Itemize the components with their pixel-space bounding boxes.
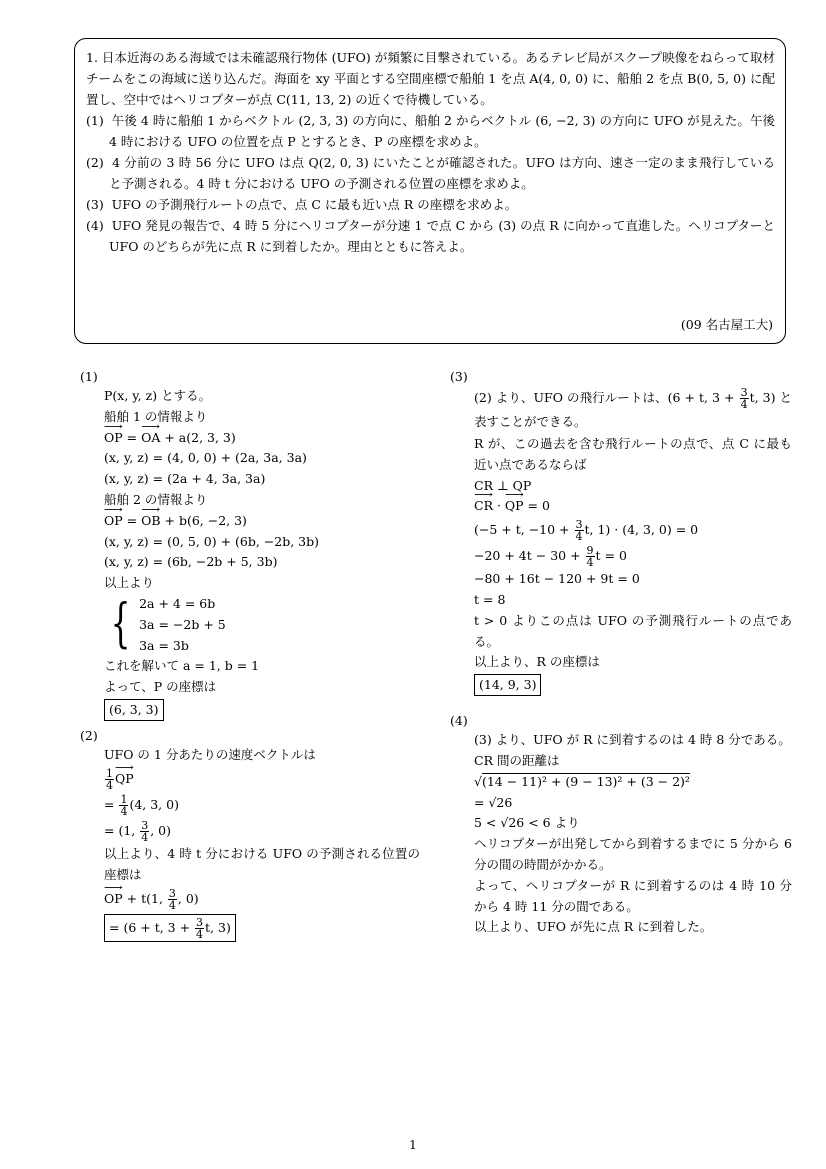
radicand: (14 − 11)² + (9 − 13)² + (3 − 2)²: [481, 773, 690, 789]
solution-3-line: t > 0 よりこの点は UFO の予測飛行ルートの点である。: [474, 612, 792, 649]
solution-3-line: CR ⊥ QP: [474, 477, 532, 493]
solution-2-velocity: [104, 766, 420, 792]
solution-4-line: 5 < √26 < 6 より: [474, 815, 580, 831]
solution-3-dot-product: ⟶ CR · ⟶ QP = 0: [474, 496, 792, 517]
solution-3-line: 以上より、R の座標は: [474, 654, 600, 670]
vector-ob: ⟶ OB: [141, 511, 160, 532]
solution-3-line: −80 + 16t − 120 + 9t = 0: [474, 571, 640, 587]
brace-icon: {: [110, 593, 131, 654]
solution-4-line: = √26: [474, 794, 513, 810]
problem-statement-box: [74, 38, 786, 344]
solution-2-line: = (1, $\frac{3}{4}$ , 0): [104, 818, 172, 844]
solution-1-line: (x, y, z) = (2a + 4, 3a, 3a): [104, 471, 266, 487]
solution-1-answer: (6, 3, 3): [104, 699, 164, 721]
vector-qp: ⟶ QP: [115, 766, 134, 792]
equation: 3a = −2b + 5: [139, 616, 226, 632]
solutions-left-column: [80, 368, 420, 942]
solution-4-label: (4): [450, 713, 468, 729]
solution-2-line: UFO の 1 分あたりの速度ベクトルは: [104, 746, 316, 762]
solution-1-line: 船舶 1 の情報より: [104, 408, 208, 424]
solution-1-line: 船舶 2 の情報より: [104, 491, 208, 507]
solution-1-vector-equation: ⟶ OP = ⟶ OA + a(2, 3, 3): [104, 428, 420, 449]
solution-1-line: (x, y, z) = (6b, −2b + 5, 3b): [104, 554, 278, 570]
fraction: $\frac{3}{4}$: [740, 386, 748, 411]
problem-source: (09 名古屋工大): [680, 317, 773, 332]
equation: 2a + 4 = 6b: [139, 595, 216, 611]
question-3-text: UFO の予測飛行ルートの点で、点 C に最も近い点 R の座標を求めよ。: [111, 197, 518, 212]
solution-4-line: よって、ヘリコプターが R に到着するのは 4 時 10 分から 4 時 11 分の間である。: [474, 877, 792, 914]
solution-4-distance: [474, 772, 792, 793]
solution-2-label: (2): [80, 727, 98, 743]
solution-2-body: [80, 745, 420, 942]
solution-1-line: (x, y, z) = (4, 0, 0) + (2a, 3a, 3a): [104, 450, 307, 466]
solution-1-line: P(x, y, z) とする。: [104, 388, 212, 403]
vector-op: ⟶ OP: [104, 511, 123, 532]
vector-op: ⟶ OP: [104, 885, 123, 913]
fraction: $\frac{3}{4}$: [575, 518, 583, 544]
question-4-number: (4): [86, 218, 104, 233]
solution-1-vector-equation: ⟶ OP = ⟶ OB + b(6, −2, 3): [104, 511, 420, 532]
solution-2-line: ⟶ OP + t(1, $\frac{3}{4}$ , 0): [104, 885, 420, 913]
fraction: $\frac{3}{4}$: [196, 916, 204, 942]
solution-4-line: ヘリコプターが出発してから到着するまでに 5 分から 6 分の間の時間がかかる。: [474, 836, 792, 872]
solution-1-line: (x, y, z) = (0, 5, 0) + (6b, −2b, 3b): [104, 533, 320, 549]
sqrt-icon: √: [474, 773, 482, 789]
vector-qp: ⟶ QP: [505, 496, 524, 517]
question-4-text: UFO 発見の報告で、4 時 5 分にヘリコプターが分速 1 で点 C から (3) の点 R に向かって直進した。ヘリコプターと UFO のどちらが先に点 R に到着したか。理由とともに答えよ。: [109, 218, 775, 254]
solution-1-label: (1): [80, 369, 98, 384]
solution-3-line: (2) より、UFO の飛行ルートは、(6 + t, 3 + $\frac{3}{4}$ t, 3) と表すことができる。: [474, 386, 793, 429]
question-2-number: (2): [86, 155, 104, 170]
vector-oa: ⟶ OA: [141, 428, 160, 449]
equation-system: [104, 594, 420, 656]
solution-3-label: (3): [450, 369, 468, 384]
question-2-text: 4 分前の 3 時 56 分に UFO は点 Q(2, 0, 3) にいたことが確認された。UFO は方向、速さ一定のまま飛行していると予測される。4 時 t 分における UFO の予測される位置の座標を求めよ。: [109, 155, 775, 191]
solution-1-line: + a(2, 3, 3): [160, 429, 236, 445]
solution-3-body: [450, 386, 792, 696]
solution-3-answer: (14, 9, 3): [474, 674, 541, 696]
fraction: $\frac{1}{4}$: [120, 792, 128, 818]
vector-op: ⟶ OP: [104, 428, 123, 449]
solution-3-line: (−5 + t, −10 + $\frac{3}{4}$ t, 1) · (4, 3, 0) = 0: [474, 518, 699, 544]
solution-1-line: 以上より: [104, 575, 155, 591]
fraction: $\frac{3}{4}$: [141, 818, 149, 844]
solution-3-line: −20 + 4t − 30 + $\frac{9}{4}$ t = 0: [474, 544, 627, 570]
question-1: [86, 110, 775, 152]
solutions-right-column: [450, 368, 792, 938]
page-number: 1: [409, 1138, 417, 1152]
question-3-number: (3): [86, 197, 104, 212]
problem-intro: 1. 日本近海のある海域では未確認飛行物体 (UFO) が頻繁に目撃されている。あるテレビ局がスクープ映像をねらって取材チームをこの海域に送り込んだ。海面を xy 平面とする空間座標で船舶 1 を点 A(4, 0, 0) に、船舶 2 を点 B(0, 5, 0) に配置し、空中ではヘリコプターが点 C(11, 13, 2) の近くで待機している。: [86, 50, 775, 107]
solution-1-line: これを解いて a = 1, b = 1: [104, 658, 260, 674]
question-4: [86, 215, 775, 257]
solution-1-body: [80, 386, 420, 721]
fraction: $\frac{9}{4}$: [586, 544, 594, 570]
solution-2-line: = $\frac{1}{4}$ (4, 3, 0): [104, 792, 179, 818]
vector-cr: ⟶ CR: [474, 496, 493, 517]
solution-4-line: CR 間の距離は: [474, 752, 560, 768]
equation: 3a = 3b: [139, 637, 189, 653]
fraction: $\frac{3}{4}$: [168, 887, 176, 913]
solution-4-line: 以上より、UFO が先に点 R に到着した。: [474, 919, 713, 935]
solution-2-line: 以上より、4 時 t 分における UFO の予測される位置の座標は: [104, 845, 420, 882]
fraction: $\frac{1}{4}$: [106, 766, 113, 792]
solution-4-line: (3) より、UFO が R に到着するのは 4 時 8 分である。: [474, 732, 791, 748]
solution-1-line: + b(6, −2, 3): [160, 512, 247, 528]
solution-3-line: R が、この過去を含む飛行ルートの点で、点 C に最も近い点であるならば: [474, 436, 792, 472]
solution-2-answer: = (6 + t, 3 + $\frac{3}{4}$ t, 3): [104, 914, 236, 942]
solution-1-line: よって、P の座標は: [104, 679, 217, 695]
question-2: [86, 152, 775, 194]
solution-3-line: t = 8: [474, 591, 506, 607]
question-3: [86, 194, 775, 215]
question-1-text: 午後 4 時に船舶 1 からベクトル (2, 3, 3) の方向に、船舶 2 からベクトル (6, −2, 3) の方向に UFO が見えた。午後 4 時における UFO の位置を点 P とするとき、P の座標を求めよ。: [109, 113, 775, 149]
solution-4-body: [450, 730, 792, 938]
question-1-number: (1): [86, 113, 104, 128]
